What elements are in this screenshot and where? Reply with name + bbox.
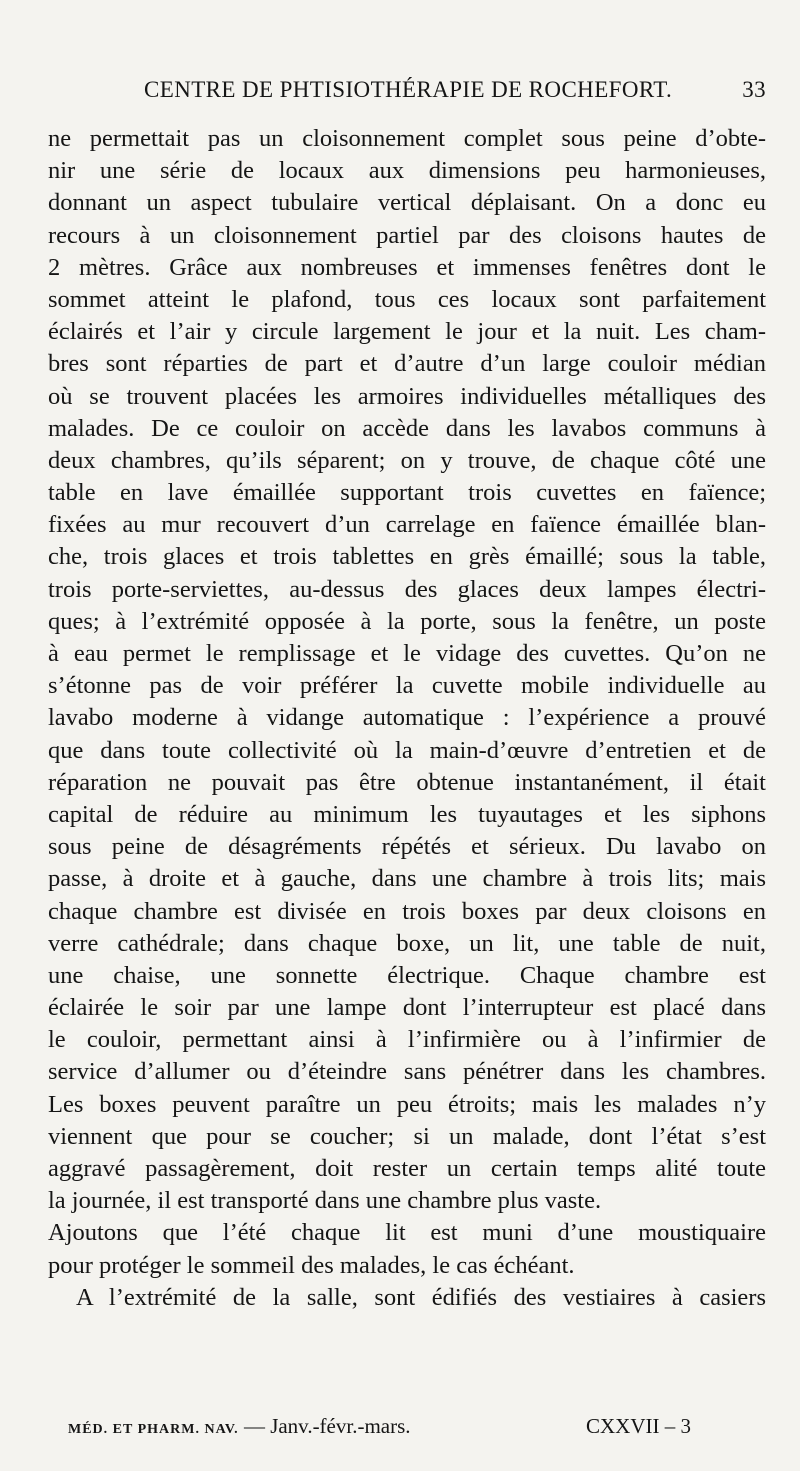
text-line: où se trouvent placées les armoires individuelles métalliques des xyxy=(48,382,766,410)
text-line: ne permettait pas un cloisonnement complet sous peine d’obte- xyxy=(48,125,766,152)
text-line: éclairés et l’air y circule largement le jour et la nuit. Les cham- xyxy=(48,318,766,346)
text-line: nir une série de locaux aux dimensions peu harmonieuses, xyxy=(48,157,766,185)
text-line: bres sont réparties de part et d’autre d’un large couloir médian xyxy=(48,350,766,378)
issue-signature: CXXVII – 3 xyxy=(586,1414,691,1438)
text-line: ques; à l’extrémité opposée à la porte, sous la fenêtre, un poste xyxy=(48,607,766,635)
running-header xyxy=(48,77,766,107)
text-line: verre cathédrale; dans chaque boxe, un lit, une table de nuit, xyxy=(48,929,766,957)
text-line: lavabo moderne à vidange automatique : l’expérience a prouvé xyxy=(48,704,766,732)
text-line: A l’extrémité de la salle, sont édifiés des vestiaires à casiers xyxy=(76,1283,766,1311)
text-line: fixées au mur recouvert d’un carrelage en faïence émaillée blan- xyxy=(48,511,766,539)
journal-citation xyxy=(68,1414,411,1439)
text-line: 2 mètres. Grâce aux nombreuses et immenses fenêtres dont le xyxy=(48,253,766,281)
journal-date-range: — Janv.-févr.-mars. xyxy=(243,1414,411,1438)
text-line: s’étonne pas de voir préférer la cuvette mobile individuelle au xyxy=(48,672,766,700)
text-line: capital de réduire au minimum les tuyautages et les siphons xyxy=(48,800,766,828)
text-line: passe, à droite et à gauche, dans une chambre à trois lits; mais xyxy=(48,865,766,893)
text-line: éclairée le soir par une lampe dont l’interrupteur est placé dans xyxy=(48,994,766,1022)
text-line: le couloir, permettant ainsi à l’infirmière ou à l’infirmier de xyxy=(48,1026,766,1054)
text-line: recours à un cloisonnement partiel par des cloisons hautes de xyxy=(48,221,766,249)
text-line: table en lave émaillée supportant trois cuvettes en faïence; xyxy=(48,479,766,507)
text-line: aggravé passagèrement, doit rester un certain temps alité toute xyxy=(48,1155,766,1182)
text-line: chaque chambre est divisée en trois boxes par deux cloisons en xyxy=(48,897,766,925)
text-line: service d’allumer ou d’éteindre sans pénétrer dans les chambres. xyxy=(48,1058,766,1086)
text-line: malades. De ce couloir on accède dans les lavabos communs à xyxy=(48,414,766,442)
journal-abbrev: MÉD. ET PHARM. NAV. xyxy=(68,1422,239,1437)
running-title: CENTRE DE PHTISIOTHÉRAPIE DE ROCHEFORT. xyxy=(144,77,673,102)
text-line: che, trois glaces et trois tablettes en grès émaillé; sous la table, xyxy=(48,543,766,571)
text-line: trois porte-serviettes, au-dessus des glaces deux lampes électri- xyxy=(48,575,766,603)
text-line: deux chambres, qu’ils séparent; on y trouve, de chaque côté une xyxy=(48,446,766,474)
text-line: Ajoutons que l’été chaque lit est muni d’une moustiquaire xyxy=(48,1219,766,1247)
page-footer xyxy=(48,1414,766,1444)
text-line: que dans toute collectivité où la main-d’œuvre d’entretien et de xyxy=(48,736,766,764)
text-line: la journée, il est transporté dans une chambre plus vaste. xyxy=(48,1187,602,1215)
text-line: Les boxes peuvent paraître un peu étroits; mais les malades n’y xyxy=(48,1090,766,1118)
body-text xyxy=(48,123,766,1314)
text-line: donnant un aspect tubulaire vertical déplaisant. On a donc eu xyxy=(48,189,766,217)
page-number: 33 xyxy=(742,77,766,102)
text-line: viennent que pour se coucher; si un malade, dont l’état s’est xyxy=(48,1122,766,1150)
text-line: sommet atteint le plafond, tous ces locaux sont parfaitement xyxy=(48,285,766,313)
text-line: sous peine de désagréments répétés et sérieux. Du lavabo on xyxy=(48,833,766,861)
text-line: pour protéger le sommeil des malades, le cas échéant. xyxy=(48,1251,575,1279)
text-line: réparation ne pouvait pas être obtenue instantanément, il était xyxy=(48,768,766,796)
text-line: à eau permet le remplissage et le vidage des cuvettes. Qu’on ne xyxy=(48,640,766,667)
text-line: une chaise, une sonnette électrique. Chaque chambre est xyxy=(48,961,766,989)
